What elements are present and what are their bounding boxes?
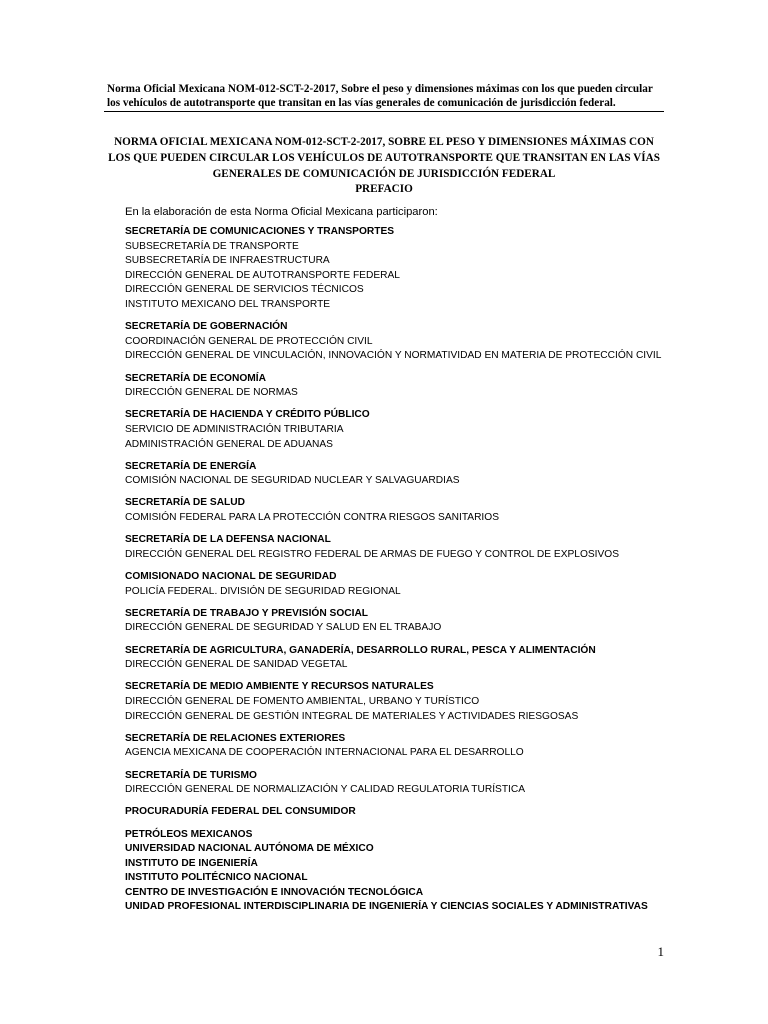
participant-group: [125, 460, 670, 489]
participant-group: [125, 644, 670, 673]
participant-group: [125, 408, 670, 452]
participant-group: [125, 732, 670, 761]
participant-group: [125, 320, 670, 364]
group-item: INSTITUTO MEXICANO DEL TRANSPORTE: [125, 298, 331, 310]
group-item: COORDINACIÓN GENERAL DE PROTECCIÓN CIVIL: [125, 335, 373, 347]
participant-group: [125, 496, 670, 525]
institution-name: INSTITUTO DE INGENIERÍA: [125, 857, 258, 869]
group-heading: COMISIONADO NACIONAL DE SEGURIDAD: [125, 571, 337, 583]
group-item: COMISIÓN NACIONAL DE SEGURIDAD NUCLEAR Y SALVAGUARDIAS: [125, 475, 460, 487]
header-divider: [104, 111, 664, 112]
group-item: SUBSECRETARÍA DE TRANSPORTE: [125, 240, 299, 252]
institution-name: UNIVERSIDAD NACIONAL AUTÓNOMA DE MÉXICO: [125, 843, 374, 855]
group-item: DIRECCIÓN GENERAL DE SEGURIDAD Y SALUD EN EL TRABAJO: [125, 622, 442, 634]
group-item: DIRECCIÓN GENERAL DE VINCULACIÓN, INNOVACIÓN Y NORMATIVIDAD EN MATERIA DE PROTECCIÓN CIVIL: [125, 350, 662, 362]
participant-group: [125, 769, 670, 798]
institution-name: CENTRO DE INVESTIGACIÓN E INNOVACIÓN TECNOLÓGICA: [125, 886, 424, 898]
group-item: DIRECCIÓN GENERAL DE AUTOTRANSPORTE FEDERAL: [125, 269, 400, 281]
section-title: PREFACIO: [355, 183, 413, 195]
institution-name: PETRÓLEOS MEXICANOS: [125, 828, 253, 840]
group-heading: SECRETARÍA DE RELACIONES EXTERIORES: [125, 732, 346, 744]
group-item: DIRECCIÓN GENERAL DE SERVICIOS TÉCNICOS: [125, 284, 364, 296]
group-heading: SECRETARÍA DE MEDIO AMBIENTE Y RECURSOS NATURALES: [125, 681, 434, 693]
group-item: DIRECCIÓN GENERAL DE NORMALIZACIÓN Y CALIDAD REGULATORIA TURÍSTICA: [125, 784, 526, 796]
institution-name: INSTITUTO POLITÉCNICO NACIONAL: [125, 872, 308, 884]
group-heading: SECRETARÍA DE ECONOMÍA: [125, 372, 266, 384]
group-item: DIRECCIÓN GENERAL DE NORMAS: [125, 387, 298, 399]
page-number: 1: [657, 944, 664, 959]
participant-group: [125, 805, 670, 820]
running-header: Norma Oficial Mexicana NOM-012-SCT-2-2017, Sobre el peso y dimensiones máximas con los que pueden circular los vehículos de autotransporte que transitan en las vías generales de comunicación de jurisdicción federal.: [107, 83, 653, 109]
group-heading: SECRETARÍA DE TRABAJO Y PREVISIÓN SOCIAL: [125, 607, 369, 619]
group-heading: SECRETARÍA DE SALUD: [125, 497, 245, 509]
group-item: DIRECCIÓN GENERAL DE GESTIÓN INTEGRAL DE MATERIALES Y ACTIVIDADES RIESGOSAS: [125, 710, 579, 722]
participant-group-final: [125, 828, 670, 916]
group-item: DIRECCIÓN GENERAL DE FOMENTO AMBIENTAL, URBANO Y TURÍSTICO: [125, 695, 480, 707]
group-heading: SECRETARÍA DE GOBERNACIÓN: [125, 321, 288, 333]
document-title: NORMA OFICIAL MEXICANA NOM-012-SCT-2-2017, SOBRE EL PESO Y DIMENSIONES MÁXIMAS CON LOS QUE PUEDEN CIRCULAR LOS VEHÍCULOS DE AUTOTRANSPORTE QUE TRANSITAN EN LAS VÍAS GENERALES DE COMUNICACIÓN DE JURISDICCIÓN FEDERAL: [108, 136, 660, 180]
participant-group: [125, 533, 670, 562]
group-heading: SECRETARÍA DE HACIENDA Y CRÉDITO PÚBLICO: [125, 409, 370, 421]
group-heading: SECRETARÍA DE COMUNICACIONES Y TRANSPORTES: [125, 226, 395, 237]
intro-paragraph: En la elaboración de esta Norma Oficial Mexicana participaron:: [125, 206, 438, 218]
group-item: POLICÍA FEDERAL. DIVISIÓN DE SEGURIDAD REGIONAL: [125, 585, 401, 597]
participant-group: [125, 607, 670, 636]
participant-group: [125, 680, 670, 724]
participant-group: [125, 372, 670, 401]
participant-group: [125, 570, 670, 599]
group-heading: SECRETARÍA DE TURISMO: [125, 769, 257, 781]
group-item: AGENCIA MEXICANA DE COOPERACIÓN INTERNACIONAL PARA EL DESARROLLO: [125, 747, 524, 759]
group-item: DIRECCIÓN GENERAL DEL REGISTRO FEDERAL DE ARMAS DE FUEGO Y CONTROL DE EXPLOSIVOS: [125, 548, 620, 560]
group-item: ADMINISTRACIÓN GENERAL DE ADUANAS: [125, 438, 333, 450]
group-item: SERVICIO DE ADMINISTRACIÓN TRIBUTARIA: [125, 423, 344, 435]
participant-list: [125, 225, 670, 915]
group-heading: SECRETARÍA DE AGRICULTURA, GANADERÍA, DESARROLLO RURAL, PESCA Y ALIMENTACIÓN: [125, 644, 596, 656]
participant-group: [125, 225, 670, 313]
group-heading: SECRETARÍA DE ENERGÍA: [125, 460, 257, 472]
institution-name: UNIDAD PROFESIONAL INTERDISCIPLINARIA DE INGENIERÍA Y CIENCIAS SOCIALES Y ADMINISTRATIVAS: [125, 901, 648, 913]
group-heading: PROCURADURÍA FEDERAL DEL CONSUMIDOR: [125, 806, 356, 818]
group-item: COMISIÓN FEDERAL PARA LA PROTECCIÓN CONTRA RIESGOS SANITARIOS: [125, 512, 499, 524]
group-item: DIRECCIÓN GENERAL DE SANIDAD VEGETAL: [125, 659, 348, 671]
group-heading: SECRETARÍA DE LA DEFENSA NACIONAL: [125, 534, 331, 546]
group-item: SUBSECRETARÍA DE INFRAESTRUCTURA: [125, 255, 330, 267]
